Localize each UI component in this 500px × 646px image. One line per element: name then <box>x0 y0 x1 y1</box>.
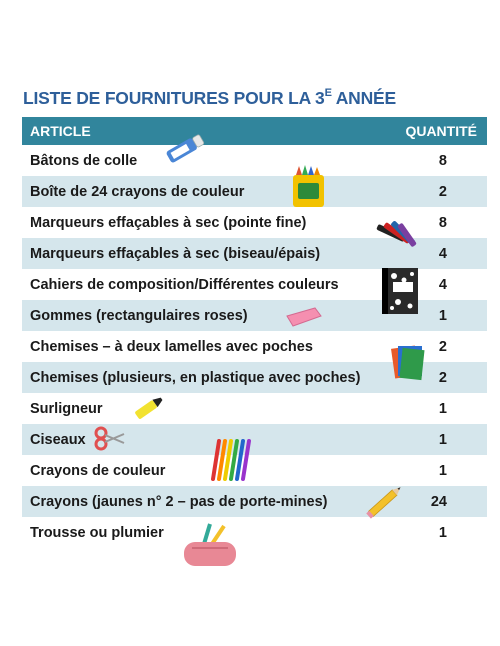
highlighter-icon <box>128 392 170 422</box>
quantity-cell: 1 <box>438 524 447 541</box>
table-header-row <box>22 117 487 145</box>
colored-pencils-icon <box>207 435 253 485</box>
glue-stick-icon <box>160 128 210 168</box>
table-row <box>22 486 487 517</box>
article-cell: Marqueurs effaçables à sec (biseau/épais) <box>22 238 379 269</box>
colored-pencil-box-icon <box>290 163 328 211</box>
quantity-cell: 24 <box>379 486 487 517</box>
article-cell: Crayons de couleur <box>30 462 166 479</box>
article-cell: Ciseaux <box>22 424 379 455</box>
article-cell: Crayons (jaunes n° 2 – pas de porte-mines) <box>22 486 379 517</box>
quantity-cell: 1 <box>438 400 447 417</box>
article-cell: Boîte de 24 crayons de couleur <box>22 176 379 207</box>
quantity-cell: 1 <box>379 424 487 455</box>
pink-eraser-icon <box>283 304 325 330</box>
table-row <box>22 176 487 207</box>
quantity-column-header: QUANTITÉ <box>379 117 487 145</box>
article-cell: Trousse ou plumier <box>30 524 164 541</box>
article-cell: Surligneur <box>30 400 103 417</box>
scissors-icon <box>92 425 126 451</box>
page-title: LISTE DE FOURNITURES POUR LA $3^E$ ANNÉE <box>23 87 396 108</box>
dry-erase-markers-icon <box>372 220 424 256</box>
quantity-cell: 1 <box>379 300 487 331</box>
quantity-cell: 4 <box>379 238 487 269</box>
table-row <box>22 517 487 548</box>
quantity-cell: 8 <box>438 214 447 231</box>
article-column-header: ARTICLE <box>22 117 379 145</box>
quantity-cell: 8 <box>438 152 447 169</box>
quantity-cell: 1 <box>438 462 447 479</box>
quantity-cell: 4 <box>438 276 447 293</box>
pencil-case-icon <box>180 522 240 570</box>
quantity-cell: 2 <box>379 176 487 207</box>
article-cell: Cahiers de composition/Différentes couleurs <box>30 276 339 293</box>
table-row <box>22 455 487 486</box>
article-cell: Chemises – à deux lamelles avec poches <box>30 338 313 355</box>
article-cell: Marqueurs effaçables à sec (pointe fine) <box>30 214 307 231</box>
supply-table <box>22 117 487 548</box>
quantity-cell: 2 <box>379 362 487 393</box>
table-row <box>22 393 487 424</box>
article-cell: Gommes (rectangulaires roses) <box>22 300 379 331</box>
folders-icon <box>389 341 427 381</box>
article-cell: Chemises (plusieurs, en plastique avec poches) <box>22 362 379 393</box>
quantity-cell: 2 <box>438 338 447 355</box>
table-row <box>22 145 487 176</box>
composition-notebook-icon <box>380 266 420 316</box>
article-cell: Bâtons de colle <box>30 152 138 169</box>
pencil-icon <box>362 478 410 524</box>
